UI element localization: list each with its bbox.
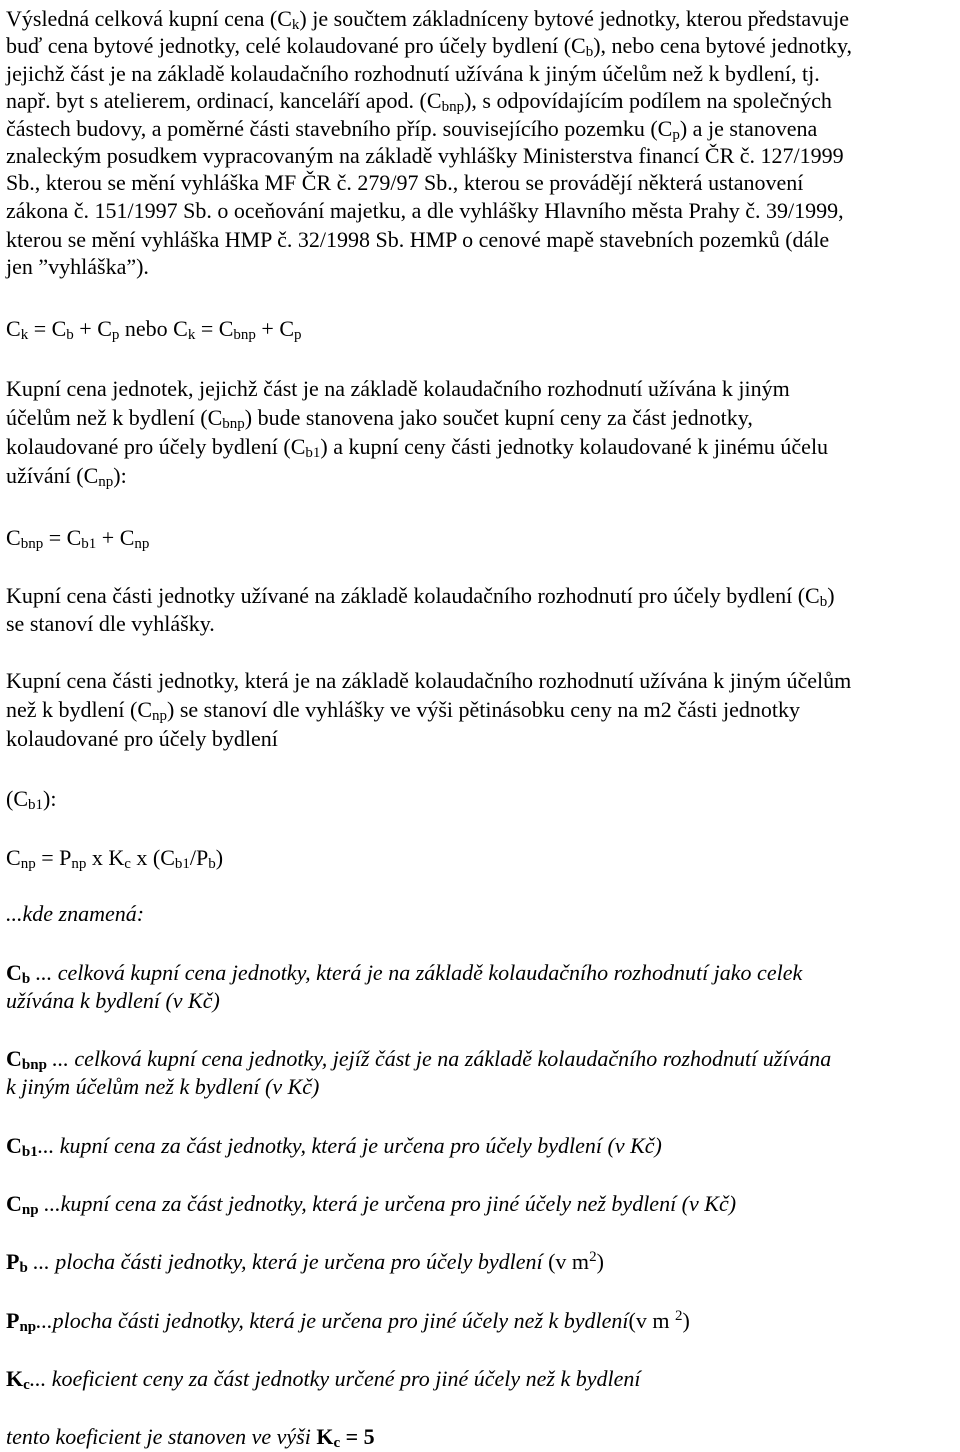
text: ... plocha části jednotky, která je určena pro účely bydlení	[27, 1249, 543, 1274]
legend-cb-line1	[6, 960, 802, 986]
text: o oceňování majetku, a dle vyhlášky Hlavního města Prahy č. 39/1999,	[211, 198, 844, 223]
text: K	[316, 1424, 334, 1449]
superscript: 2	[674, 1308, 683, 1324]
text: Výsledná celková kupní cena (C	[6, 6, 292, 31]
para2-line1	[6, 376, 790, 402]
text: )	[596, 1249, 604, 1274]
text: se stanoví dle vyhlášky.	[6, 611, 215, 636]
text: ), nebo cena bytové jednotky,	[593, 33, 853, 58]
text: ... koeficient ceny za část jednotky určené pro jiné účely než k bydlení	[29, 1366, 641, 1391]
subscript: bnp	[222, 416, 245, 432]
para2-line4	[6, 463, 127, 489]
subscript: np	[98, 474, 114, 490]
legend-cnp	[6, 1191, 736, 1217]
subscript: np	[20, 856, 36, 872]
text: x K	[86, 845, 125, 870]
para2-line3	[6, 434, 828, 460]
text: ...plocha části jednotky, která je určena pro jiné účely než k bydlení	[36, 1308, 629, 1333]
text: )	[215, 845, 224, 870]
text: , kterou se provádějí některá ustanovení	[452, 170, 804, 195]
subscript: c	[124, 856, 131, 872]
formula-ck	[6, 316, 302, 342]
subscript: k	[20, 327, 29, 343]
subscript: np	[71, 856, 87, 872]
final-line	[6, 1424, 375, 1450]
legend-pb	[6, 1249, 604, 1275]
text: + C	[96, 525, 135, 550]
subscript: c	[333, 1435, 341, 1451]
para1-line8	[6, 198, 844, 224]
subscript: b	[21, 971, 31, 987]
text: C	[6, 960, 22, 985]
subscript: bnp	[21, 1057, 47, 1073]
para1-line7	[6, 170, 803, 196]
legend-pnp	[6, 1308, 690, 1334]
text: ...kupní cena za část jednotky, která je určena pro jiné účely než bydlení (v Kč)	[38, 1191, 737, 1216]
subscript: bnp	[20, 536, 44, 552]
para1-line6	[6, 143, 844, 169]
text: znaleckým posudkem vypracovaným na základě vyhlášky Ministerstva financí ČR č. 127/1999	[6, 143, 844, 168]
text: částech budovy, a poměrné části stavebního příp.	[6, 116, 438, 141]
para4-line3	[6, 726, 278, 752]
legend-intro: ...kde znamená:	[6, 901, 145, 926]
legend-cbnp-line1	[6, 1046, 831, 1072]
text: než k bydlení (C	[6, 697, 153, 722]
text: (C	[6, 786, 28, 811]
text: + C	[255, 316, 295, 341]
subscript: k	[291, 17, 300, 33]
subscript: b	[19, 1260, 28, 1276]
cb1-line	[6, 786, 56, 812]
subscript: k	[187, 327, 196, 343]
text: ):	[43, 786, 57, 811]
para1-line9	[6, 227, 829, 253]
text: = C	[195, 316, 234, 341]
text: ... celková kupní cena jednotky, jejíž část je na základě kolaudačního rozhodnutí užívána	[46, 1046, 832, 1071]
para3-line2	[6, 611, 215, 637]
legend-cb1	[6, 1133, 662, 1159]
subscript: np	[152, 708, 168, 724]
para1-line5	[6, 116, 817, 142]
text: (v m	[542, 1249, 590, 1274]
text: Kupní cena části jednotky, která je na základě kolaudačního rozhodnutí užívána k jiným účelům	[6, 668, 852, 693]
text: souvisejícího pozemku (C	[437, 116, 673, 141]
text: ) se stanoví dle vyhlášky ve výši pětinásobku ceny na m2 části jednotky	[167, 697, 801, 722]
para1-line2	[6, 33, 852, 59]
text: C	[6, 1191, 22, 1216]
subscript: bnp	[233, 327, 256, 343]
subscript: b1	[174, 856, 190, 872]
subscript: b	[585, 44, 594, 60]
legend-cb-line2: užívána k bydlení (v Kč)	[6, 988, 220, 1013]
subscript: b	[208, 856, 216, 872]
text: K	[6, 1366, 24, 1391]
text: C	[6, 1133, 22, 1158]
text: C	[6, 316, 21, 341]
text: buď cena bytové jednotky, celé kolaudované pro účely bydlení (C	[6, 33, 586, 58]
text: kolaudované pro účely bydlení	[6, 726, 278, 751]
text: užívání (C	[6, 463, 99, 488]
text: + C	[73, 316, 112, 341]
text: = C	[28, 316, 67, 341]
text: ), s odpovídajícím podílem na společných	[464, 88, 832, 113]
para2-line2	[6, 405, 753, 431]
subscript: np	[134, 536, 150, 552]
para1-line4	[6, 88, 832, 114]
text: Kupní cena jednotek, jejichž část je na základě kolaudačního rozhodnutí užívána k jiným	[6, 376, 790, 401]
text: Kupní cena části jednotky užívané na základě kolaudačního rozhodnutí pro účely bydlení (C	[6, 583, 820, 608]
superscript: 2	[589, 1249, 597, 1265]
text: (v m	[628, 1308, 675, 1333]
text: kterou se mění vyhláška HMP č. 32/1998 Sb.	[6, 227, 405, 252]
text: )	[682, 1308, 690, 1333]
text: C	[6, 1046, 22, 1071]
para1-line3	[6, 61, 820, 87]
text: nebo C	[119, 316, 188, 341]
text: HMP o cenové mapě stavebních pozemků (dále	[404, 227, 830, 252]
subscript: p	[294, 327, 302, 343]
text: P	[6, 1249, 20, 1274]
text: ... celková kupní cena jednotky, která je na základě kolaudačního rozhodnutí jako celek	[30, 960, 803, 985]
subscript: c	[23, 1377, 30, 1393]
text: zákona č. 151/1997 Sb.	[6, 198, 212, 223]
para4-line1	[6, 668, 851, 694]
text: C	[6, 525, 21, 550]
text: účelům než k bydlení (C	[6, 405, 223, 430]
text: tento koeficient je stanoven ve výši	[6, 1424, 317, 1449]
subscript: np	[21, 1202, 39, 1218]
text: = P	[35, 845, 72, 870]
text: kolaudované pro účely bydlení (C	[6, 434, 306, 459]
subscript: b	[819, 594, 828, 610]
subscript: b	[66, 327, 74, 343]
text: jejichž část je na základě kolaudačního rozhodnutí užívána k jiným účelům než k bydlení, tj.	[6, 61, 820, 86]
text: ) a kupní ceny části jednotky kolaudované k jinému účelu	[320, 434, 829, 459]
formula-cnp	[6, 845, 223, 871]
formula-cbnp	[6, 525, 149, 551]
para1-line10	[6, 254, 149, 280]
para4-line2	[6, 697, 800, 723]
text: ) a je stanovena	[679, 116, 818, 141]
subscript: b1	[21, 1144, 38, 1160]
subscript: bnp	[441, 99, 465, 115]
subscript: p	[111, 327, 120, 343]
legend-kc	[6, 1366, 640, 1392]
subscript: b1	[81, 536, 97, 552]
text: = 5	[340, 1424, 375, 1449]
text: ):	[113, 463, 127, 488]
subscript: b1	[28, 797, 43, 813]
text: ) je součtem základníceny bytové jednotky, kterou představuje	[299, 6, 850, 31]
text: P	[6, 1308, 20, 1333]
text: )	[827, 583, 835, 608]
subscript: np	[19, 1319, 37, 1335]
text: Sb.	[6, 170, 35, 195]
text: , kterou se mění vyhláška MF ČR č. 279/97 Sb.	[34, 170, 453, 195]
subscript: p	[672, 127, 680, 143]
text: C	[6, 845, 21, 870]
legend-cbnp-line2: k jiným účelům než k bydlení (v Kč)	[6, 1074, 320, 1099]
text: jen ”vyhláška”).	[6, 254, 149, 279]
para3-line1	[6, 583, 835, 609]
text: ) bude stanovena jako součet kupní ceny za část jednotky,	[244, 405, 753, 430]
text: /P	[189, 845, 209, 870]
text: x (C	[130, 845, 175, 870]
text: např. byt s atelierem, ordinací, kanceláří apod. (C	[6, 88, 442, 113]
text: = C	[43, 525, 82, 550]
text: ... kupní cena za část jednotky, která je určena pro účely bydlení (v Kč)	[37, 1133, 662, 1158]
para1-line1	[6, 6, 849, 32]
subscript: b1	[305, 445, 321, 461]
